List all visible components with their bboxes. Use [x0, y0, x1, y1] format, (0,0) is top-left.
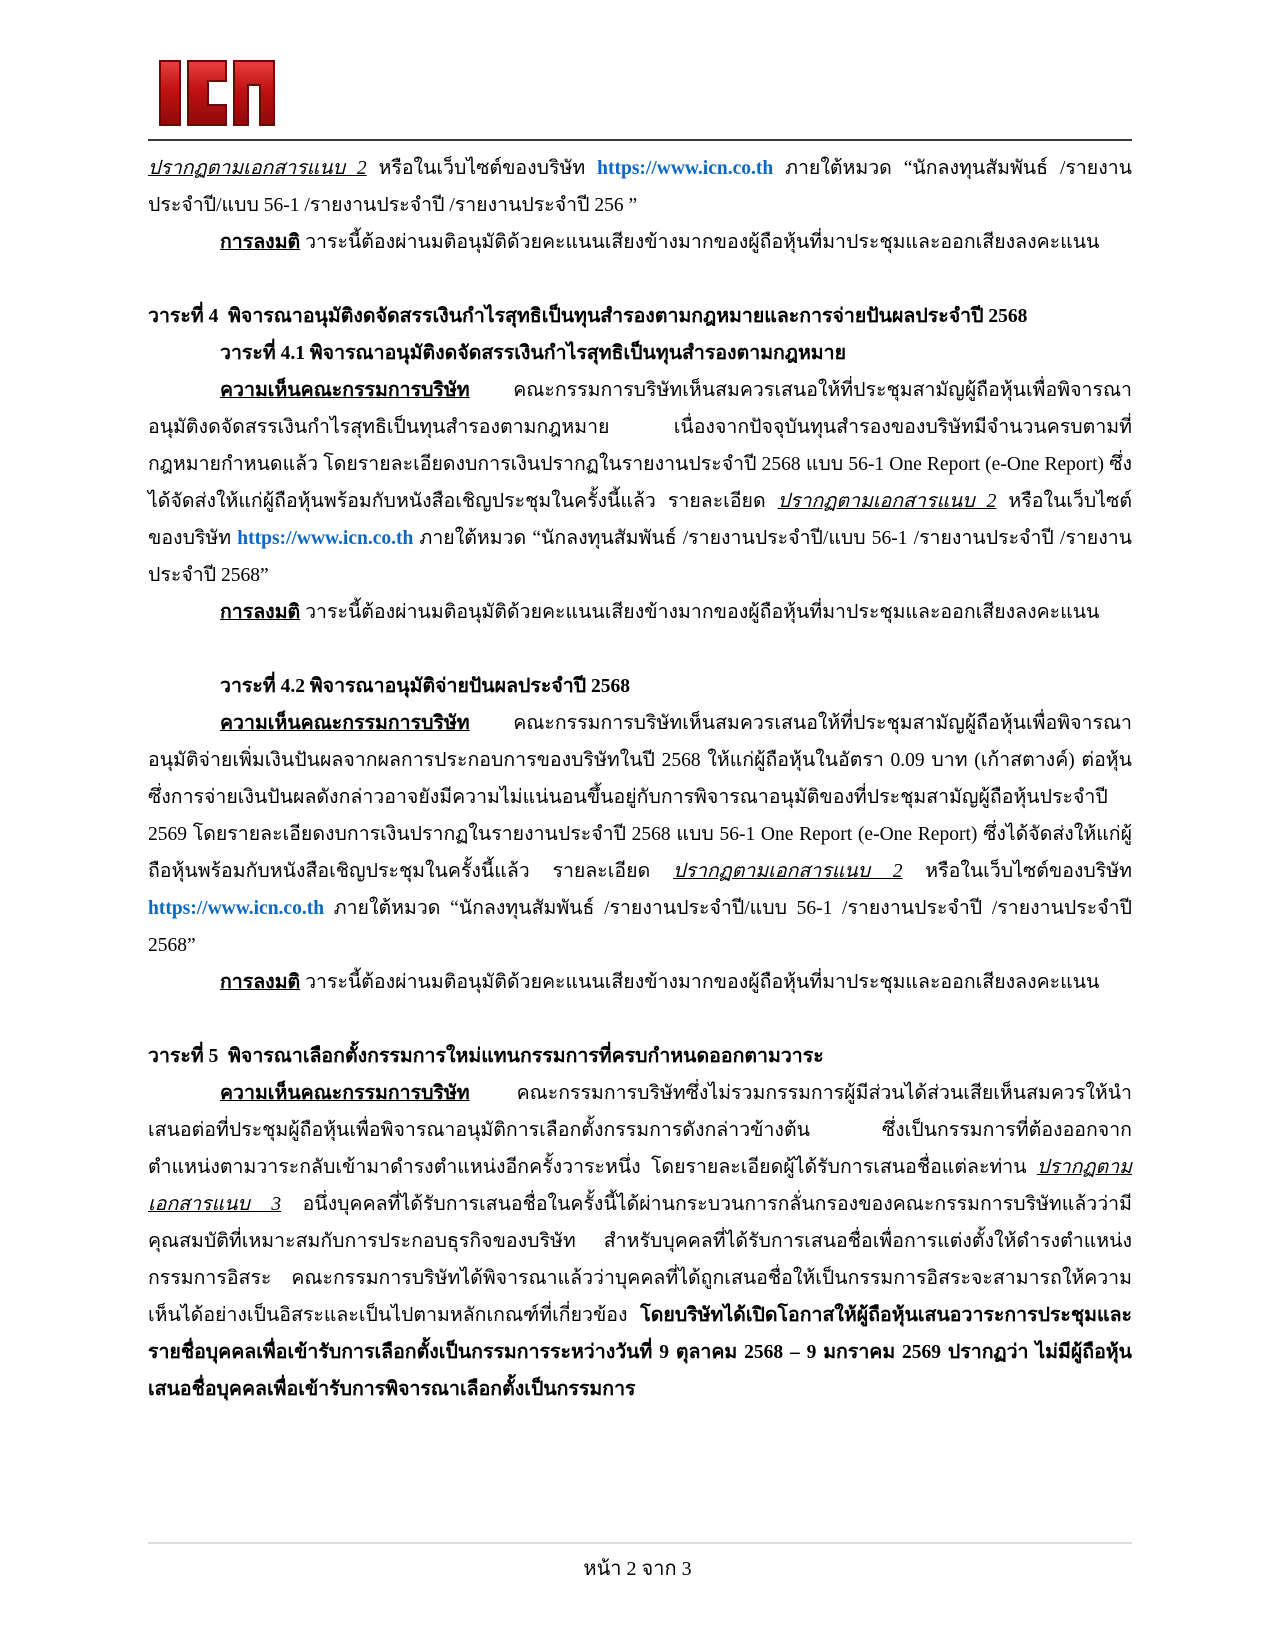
- emphasized-text: โดยบริษัทได้เปิดโอกาสให้ผู้ถือหุ้นเสนอวาระการประชุมและรายชื่อบุคคลเพื่อเข้ารับการเลือกตั้งเป็นกรรมการระหว่างวันที่ 9 ตุลาคม 2568 – 9 มกราคม 2569 ปรากฏว่า ไม่มีผู้ถือหุ้นเสนอชื่อบุคคลเพื่อเข้ารับการพิจารณาเลือกตั้งเป็นกรรมการ: [148, 1305, 1132, 1400]
- emphasized-text: ปรากฏตามเอกสารแนบ 2: [148, 158, 367, 179]
- emphasized-text: ปรากฏตามเอกสารแนบ 2: [777, 491, 997, 512]
- page-number: หน้า 2 จาก 3: [583, 1558, 692, 1580]
- emphasized-text: ความเห็นคณะกรรมการบริษัท: [220, 380, 470, 401]
- document-body: [148, 150, 1137, 1408]
- emphasized-text: วาระที่ 4.2 พิจารณาอนุมัติจ่ายปันผลประจำปี 2568: [220, 676, 630, 697]
- emphasized-text: วาระที่ 5 พิจารณาเลือกตั้งกรรมการใหม่แทนกรรมการที่ครบกำหนดออกตามวาระ: [148, 1046, 824, 1067]
- agenda-4-1-heading: [148, 335, 1132, 372]
- emphasized-text: ปรากฏตามเอกสารแนบ 2: [673, 861, 903, 882]
- body-text: คณะกรรมการบริษัทเห็นสมควรเสนอให้ที่ประชุมสามัญผู้ถือหุ้นเพื่อพิจารณาอนุมัติจ่ายเพิ่มเงินปันผลจากผลการประกอบการของบริษัทในปี 2568 ให้แก่ผู้ถือหุ้นในอัตรา 0.09 บาท (เก้าสตางค์) ต่อหุ้น ซึ่งการจ่ายเงินปันผลดังกล่าวอาจยังมีความไม่แน่นอนขึ้นอยู่กับการพิจารณาอนุมัติของที่ประชุมสามัญผู้ถือหุ้นประจำปี 2569 โดยรายละเอียดงบการเงินปรากฏในรายงานประจำปี 2568 แบบ 56-1 One Report (e-One Report) ซึ่งได้จัดส่งให้แก่ผู้ถือหุ้นพร้อมกับหนังสือเชิญประชุมในครั้งนี้แล้ว รายละเอียด: [148, 713, 1137, 882]
- body-text: คณะกรรมการบริษัทซึ่งไม่รวมกรรมการผู้มีส่วนได้ส่วนเสียเห็นสมควรให้นำเสนอต่อที่ประชุมผู้ถือหุ้นเพื่อพิจารณาอนุมัติการเลือกตั้งกรรมการดังกล่าวข้างต้น ซึ่งเป็นกรรมการที่ต้องออกจากตำแหน่งตามวาระกลับเข้ามาดำรงตำแหน่งอีกครั้งวาระหนึ่ง โดยรายละเอียดผู้ได้รับการเสนอชื่อแต่ละท่าน: [148, 1083, 1132, 1178]
- agenda-5-board-opinion: [148, 1075, 1132, 1408]
- agenda-4-2-board-opinion: [148, 705, 1137, 964]
- emphasized-text: ความเห็นคณะกรรมการบริษัท: [220, 1083, 470, 1104]
- body-text: วาระนี้ต้องผ่านมติอนุมัติด้วยคะแนนเสียงข้างมากของผู้ถือหุ้นที่มาประชุมและออกเสียงลงคะแนน: [300, 972, 1100, 993]
- company-website-link[interactable]: https://www.icn.co.th: [597, 158, 774, 179]
- company-website-link[interactable]: https://www.icn.co.th: [148, 898, 325, 919]
- body-text: หรือในเว็บไซต์ของบริษัท: [902, 861, 1137, 882]
- body-text: คณะกรรมการบริษัทเห็นสมควรเสนอให้ที่ประชุมสามัญผู้ถือหุ้นเพื่อพิจารณาอนุมัติงดจัดสรรเงินกำไรสุทธิเป็นทุนสำรองตามกฎหมาย เนื่องจากปัจจุบันทุนสำรองของบริษัทมีจำนวนครบตามที่กฎหมายกำหนดแล้ว โดยรายละเอียดงบการเงินปรากฏในรายงานประจำปี 2568 แบบ 56-1 One Report (e-One Report) ซึ่งได้จัดส่งให้แก่ผู้ถือหุ้นพร้อมกับหนังสือเชิญประชุมในครั้งนี้แล้ว รายละเอียด: [148, 380, 1132, 512]
- emphasized-text: การลงมติ: [220, 602, 301, 623]
- body-text: หรือในเว็บไซต์ของบริษัท: [148, 491, 1132, 549]
- agenda-4-1-resolution: [148, 594, 1132, 631]
- icn-logo: [157, 58, 277, 128]
- emphasized-text: ความเห็นคณะกรรมการบริษัท: [220, 713, 470, 734]
- emphasized-text: การลงมติ: [220, 972, 301, 993]
- agenda-4-2-heading: [148, 668, 1132, 705]
- emphasized-text: วาระที่ 4.1 พิจารณาอนุมัติงดจัดสรรเงินกำไรสุทธิเป็นทุนสำรองตามกฎหมาย: [220, 343, 847, 364]
- body-text: หรือในเว็บไซต์ของบริษัท: [366, 158, 598, 179]
- body-text: ภายใต้หมวด “นักลงทุนสัมพันธ์ /รายงานประจำปี/แบบ 56-1 /รายงานประจำปี /รายงานประจำปี 256 ”: [148, 158, 1133, 216]
- emphasized-text: การลงมติ: [220, 232, 301, 253]
- body-text: วาระนี้ต้องผ่านมติอนุมัติด้วยคะแนนเสียงข้างมากของผู้ถือหุ้นที่มาประชุมและออกเสียงลงคะแนน: [300, 602, 1100, 623]
- emphasized-text: วาระที่ 4 พิจารณาอนุมัติงดจัดสรรเงินกำไรสุทธิเป็นทุนสำรองตามกฎหมายและการจ่ายปันผลประจำปี 2568: [148, 306, 1028, 327]
- footer-rule: [148, 1542, 1132, 1544]
- agenda-5-heading: [148, 1038, 1132, 1075]
- icn-logo-graphic: [157, 58, 277, 128]
- body-text: ภายใต้หมวด “นักลงทุนสัมพันธ์ /รายงานประจำปี/แบบ 56-1 /รายงานประจำปี /รายงานประจำปี 2568”: [148, 528, 1133, 586]
- emphasized-text: ปรากฏตามเอกสารแนบ 3: [148, 1157, 1132, 1215]
- agenda-3-resolution: [148, 224, 1132, 261]
- agenda-4-1-board-opinion: [148, 372, 1132, 594]
- agenda-4-heading: [148, 298, 1132, 335]
- body-text: อนึ่งบุคคลที่ได้รับการเสนอชื่อในครั้งนี้ได้ผ่านกระบวนการกลั่นกรองของคณะกรรมการบริษัทแล้วว่ามีคุณสมบัติที่เหมาะสมกับการประกอบธุรกิจของบริษัท สำหรับบุคคลที่ได้รับการเสนอชื่อเพื่อการแต่งตั้งให้ดำรงตำแหน่งกรรมการอิสระ คณะกรรมการบริษัทได้พิจารณาแล้วว่าบุคคลที่ได้ถูกเสนอชื่อให้เป็นกรรมการอิสระจะสามารถให้ความเห็นได้อย่างเป็นอิสระและเป็นไปตามหลักเกณฑ์ที่เกี่ยวข้อง: [148, 1194, 1132, 1326]
- continued-text-paragraph: [148, 150, 1132, 224]
- agenda-4-2-resolution: [148, 964, 1132, 1001]
- header-rule: [148, 139, 1132, 141]
- company-website-link[interactable]: https://www.icn.co.th: [237, 528, 414, 549]
- body-text: วาระนี้ต้องผ่านมติอนุมัติด้วยคะแนนเสียงข้างมากของผู้ถือหุ้นที่มาประชุมและออกเสียงลงคะแนน: [300, 232, 1100, 253]
- body-text: ภายใต้หมวด “นักลงทุนสัมพันธ์ /รายงานประจำปี/แบบ 56-1 /รายงานประจำปี /รายงานประจำปี 2568”: [148, 898, 1137, 956]
